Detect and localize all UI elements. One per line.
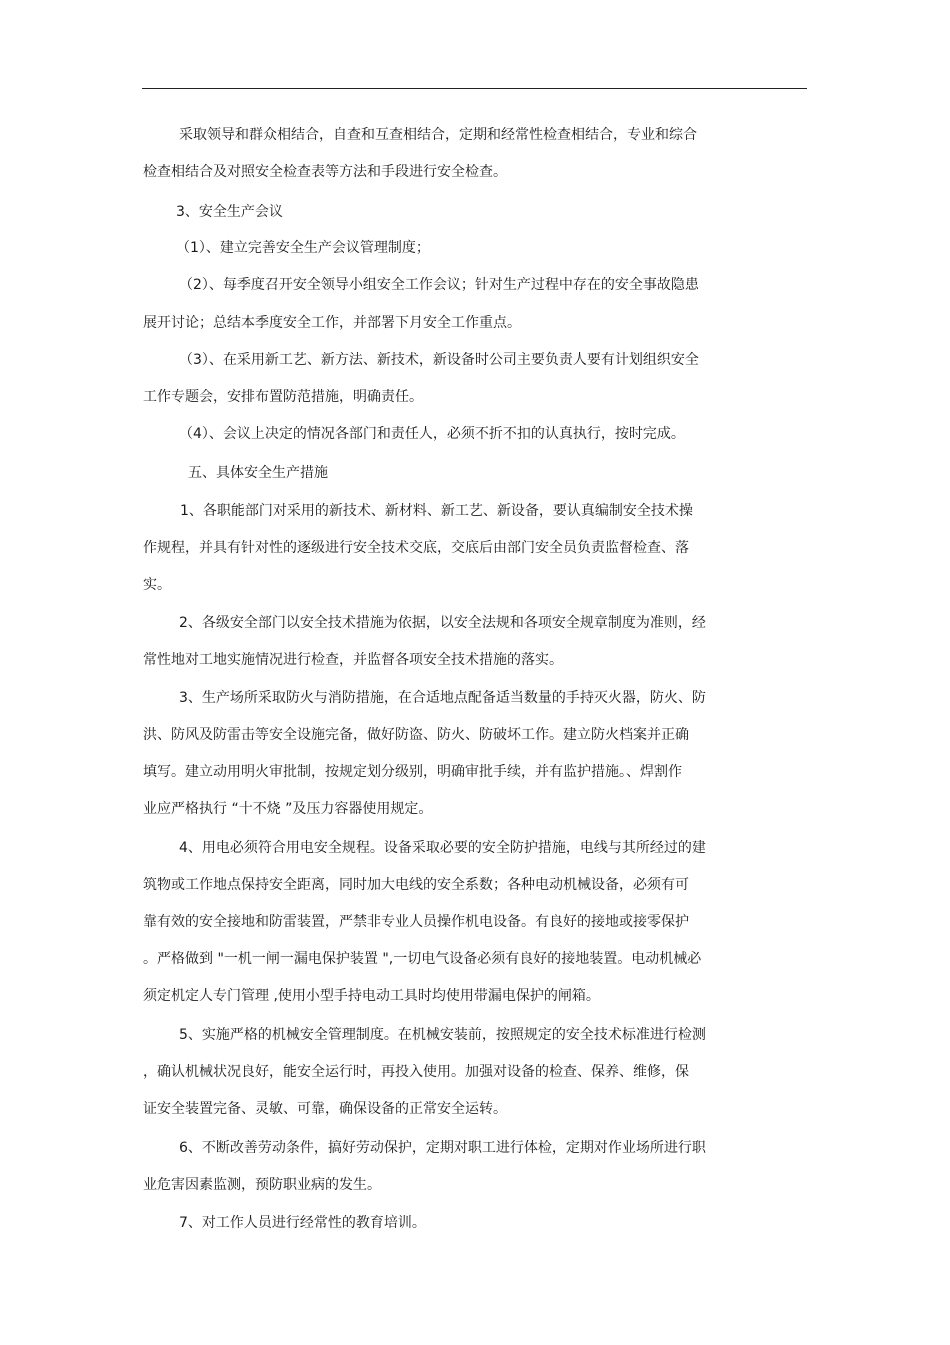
- paragraph-line: 业危害因素监测，预防职业病的发生。: [143, 1177, 381, 1193]
- paragraph-line: 6、不断改善劳动条件，搞好劳动保护，定期对职工进行体检，定期对作业场所进行职: [179, 1140, 706, 1156]
- paragraph-line: 1、各职能部门对采用的新技术、新材料、新工艺、新设备，要认真编制安全技术操: [180, 503, 693, 519]
- paragraph-line: ，确认机械状况良好，能安全运行时，再投入使用。加强对设备的检查、保养、维修，保: [143, 1064, 689, 1080]
- paragraph-line: 筑物或工作地点保持安全距离，同时加大电线的安全系数；各种电动机械设备，必须有可: [143, 877, 689, 893]
- paragraph-line: 洪、防风及防雷击等安全设施完备，做好防盗、防火、防破坏工作。建立防火档案并正确: [143, 727, 689, 743]
- paragraph-line: 工作专题会，安排布置防范措施，明确责任。: [143, 389, 423, 405]
- paragraph-line: 靠有效的安全接地和防雷装置，严禁非专业人员操作机电设备。有良好的接地或接零保护: [143, 914, 689, 930]
- paragraph-line: 填写。建立动用明火审批制，按规定划分级别，明确审批手续，并有监护措施。、焊割作: [143, 764, 682, 780]
- section-heading: 五、具体安全生产措施: [188, 465, 328, 481]
- paragraph-line: 7、对工作人员进行经常性的教育培训。: [179, 1215, 426, 1231]
- paragraph-line: （2）、每季度召开安全领导小组安全工作会议；针对生产过程中存在的安全事故隐患: [179, 277, 699, 293]
- paragraph-line: 5、实施严格的机械安全管理制度。在机械安装前，按照规定的安全技术标准进行检测: [179, 1027, 706, 1043]
- paragraph-line: 证安全装置完备、灵敏、可靠，确保设备的正常安全运转。: [143, 1101, 507, 1117]
- section-heading: 3、安全生产会议: [176, 204, 283, 220]
- paragraph-line: 业应严格执行 “十不烧 ”及压力容器使用规定。: [143, 801, 433, 817]
- paragraph-line: 须定机定人专门管理 ,使用小型手持电动工具时均使用带漏电保护的闸箱。: [143, 988, 600, 1004]
- paragraph-line: 4、用电必须符合用电安全规程。设备采取必要的安全防护措施，电线与其所经过的建: [179, 840, 706, 856]
- paragraph-line: 3、生产场所采取防火与消防措施，在合适地点配备适当数量的手持灭火器，防火、防: [179, 690, 706, 706]
- paragraph-line: 展开讨论；总结本季度安全工作，并部署下月安全工作重点。: [143, 315, 521, 331]
- header-rule: [142, 88, 807, 89]
- paragraph-line: 采取领导和群众相结合，自查和互查相结合，定期和经常性检查相结合，专业和综合: [179, 127, 697, 143]
- paragraph-line: （3）、在采用新工艺、新方法、新技术，新设备时公司主要负责人要有计划组织安全: [179, 352, 699, 368]
- paragraph-line: 常性地对工地实施情况进行检查，并监督各项安全技术措施的落实。: [143, 652, 563, 668]
- paragraph-line: （1）、建立完善安全生产会议管理制度；: [176, 240, 430, 256]
- paragraph-line: （4）、会议上决定的情况各部门和责任人，必须不折不扣的认真执行，按时完成。: [179, 426, 685, 442]
- paragraph-line: 作规程，并具有针对性的逐级进行安全技术交底，交底后由部门安全员负责监督检查、落: [143, 540, 689, 556]
- paragraph-line: 实。: [143, 577, 171, 593]
- paragraph-line: 。严格做到 "一机一闸一漏电保护装置 ",一切电气设备必须有良好的接地装置。电动机械必: [143, 951, 702, 967]
- paragraph-line: 2、各级安全部门以安全技术措施为依据，以安全法规和各项安全规章制度为准则，经: [179, 615, 706, 631]
- paragraph-line: 检查相结合及对照安全检查表等方法和手段进行安全检查。: [143, 164, 507, 180]
